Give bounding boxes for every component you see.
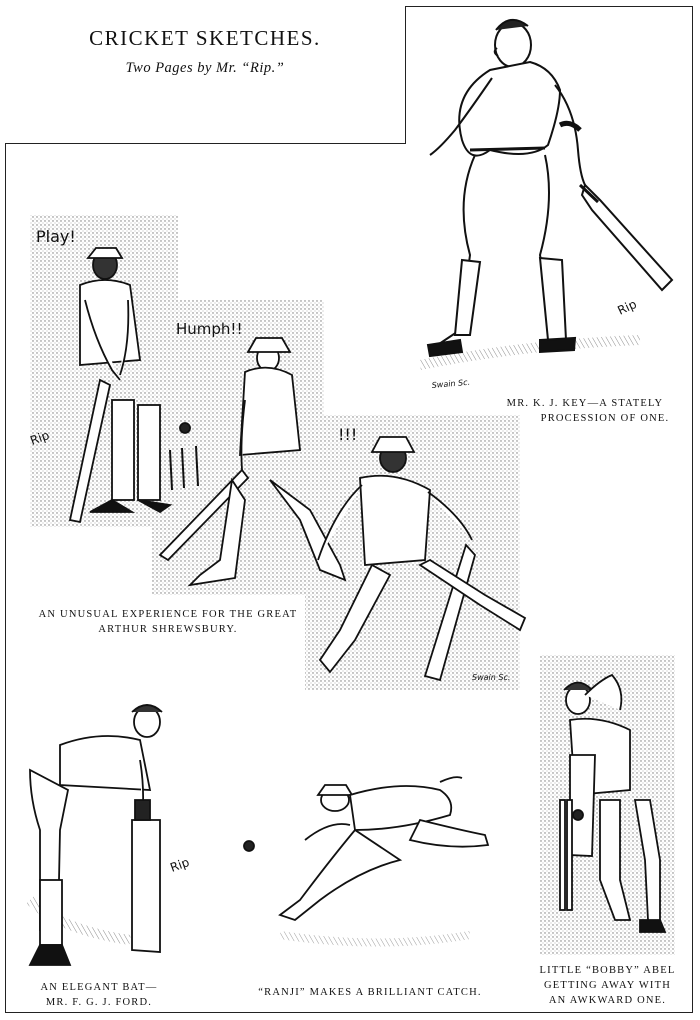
page-title: CRICKET SKETCHES. bbox=[89, 26, 321, 50]
ford-caption-line1: AN ELEGANT BAT— bbox=[40, 982, 158, 993]
exclaim-humph: Humph!! bbox=[176, 320, 243, 338]
key-caption bbox=[480, 396, 690, 426]
shrewsbury-caption bbox=[28, 607, 308, 637]
key-caption-line2: PROCESSION OF ONE. bbox=[540, 413, 670, 424]
ford-caption bbox=[24, 980, 174, 1010]
shrewsbury-caption-line1: AN UNUSUAL EXPERIENCE FOR THE GREAT bbox=[38, 609, 298, 620]
abel-caption-line2: GETTING AWAY WITH bbox=[543, 980, 672, 991]
shrewsbury-engraver: Swain Sc. bbox=[472, 673, 511, 682]
ranji-caption bbox=[230, 985, 510, 1000]
shrewsbury-caption-line2: ARTHUR SHREWSBURY. bbox=[98, 624, 238, 635]
abel-caption-line1: LITTLE “BOBBY” ABEL bbox=[539, 965, 676, 976]
ford-caption-line2: MR. F. G. J. FORD. bbox=[45, 997, 153, 1008]
key-caption-line1: MR. K. J. KEY—A STATELY bbox=[506, 398, 664, 409]
exclaim-bang: !!! bbox=[338, 425, 358, 444]
abel-caption bbox=[530, 963, 685, 1008]
shrewsbury-signature-1: Rip bbox=[28, 428, 52, 448]
ford-signature: Rip bbox=[168, 855, 192, 875]
page-subtitle: Two Pages by Mr. “Rip.” bbox=[125, 60, 285, 76]
abel-caption-line3: AN AWKWARD ONE. bbox=[548, 995, 667, 1006]
exclaim-play: Play! bbox=[36, 227, 76, 246]
key-engraver: Swain Sc. bbox=[431, 377, 471, 390]
ford-illustration bbox=[30, 705, 162, 965]
key-signature: Rip bbox=[615, 296, 639, 318]
ranji-caption-text: “RANJI” MAKES A BRILLIANT CATCH. bbox=[258, 987, 482, 998]
key-illustration bbox=[420, 20, 672, 365]
ranji-illustration bbox=[244, 777, 488, 942]
